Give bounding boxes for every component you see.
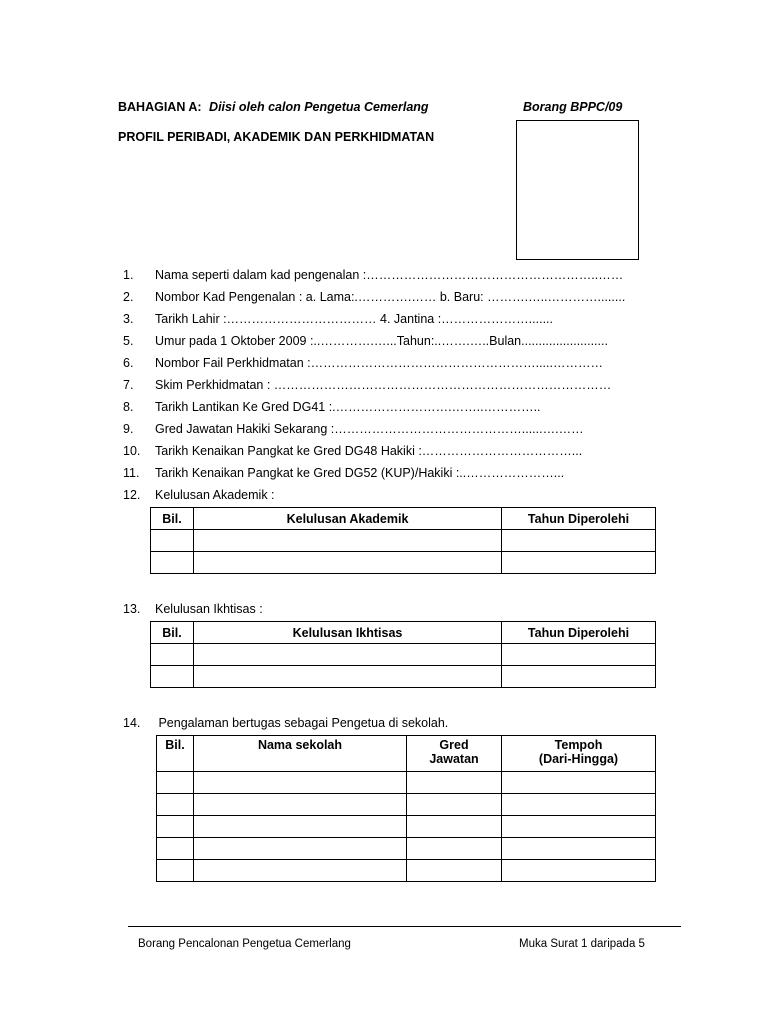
table-cell[interactable]	[194, 794, 407, 816]
table-cell[interactable]	[157, 860, 194, 882]
col-gred-line2: Jawatan	[429, 752, 479, 766]
item-number: 2.	[123, 290, 134, 304]
table-cell[interactable]	[502, 860, 656, 882]
table-cell[interactable]	[502, 552, 656, 574]
table-pengalaman	[156, 735, 656, 882]
col-nama-sekolah: Nama sekolah	[194, 736, 407, 772]
table-cell[interactable]	[194, 772, 407, 794]
table-cell[interactable]	[502, 772, 656, 794]
field-tarikh-lahir-jantina[interactable]	[123, 312, 553, 327]
item-text: Tarikh Kenaikan Pangkat ke Gred DG52 (KUP)/Hakiki :..…………………...	[155, 466, 565, 480]
table-row	[151, 644, 656, 666]
col-gred-jawatan	[407, 736, 502, 772]
col-tempoh-line2: (Dari-Hingga)	[538, 752, 619, 766]
item-text: Kelulusan Ikhtisas :	[155, 602, 263, 616]
col-bil: Bil.	[151, 622, 194, 644]
table-row	[157, 860, 656, 882]
item-number: 9.	[123, 422, 134, 436]
col-gred-line1: Gred	[439, 738, 469, 752]
field-kenaikan-dg48[interactable]	[123, 444, 582, 459]
table-cell[interactable]	[151, 552, 194, 574]
col-bil: Bil.	[151, 508, 194, 530]
item-number: 11.	[123, 466, 140, 480]
table-row	[157, 794, 656, 816]
table-cell[interactable]	[407, 794, 502, 816]
field-nombor-fail[interactable]	[123, 356, 603, 371]
item-number: 8.	[123, 400, 134, 414]
table-cell[interactable]	[407, 816, 502, 838]
form-code-text: Borang BPPC/09	[523, 100, 623, 114]
item-text: Tarikh Lahir :……………………………… 4. Jantina :………………….......	[155, 312, 553, 326]
item-pengalaman	[123, 716, 448, 731]
table-kelulusan-ikhtisas	[150, 621, 656, 688]
item-text: Gred Jawatan Hakiki Sekarang :………………………………………......….……	[155, 422, 584, 436]
col-bil: Bil.	[157, 736, 194, 772]
col-tahun-diperolehi: Tahun Diperolehi	[502, 622, 656, 644]
table-cell[interactable]	[194, 816, 407, 838]
item-text: Tarikh Lantikan Ke Gred DG41 :.……………………….……..…………..	[155, 400, 541, 414]
item-number: 13.	[123, 602, 141, 616]
table-cell[interactable]	[151, 666, 194, 688]
col-tempoh-line1: Tempoh	[554, 738, 603, 752]
item-text: Kelulusan Akademik :	[155, 488, 275, 502]
item-kelulusan-akademik	[123, 488, 275, 503]
page-title: PROFIL PERIBADI, AKADEMIK DAN PERKHIDMATAN	[118, 130, 435, 144]
field-kenaikan-dg52[interactable]	[123, 466, 564, 481]
table-cell[interactable]	[194, 530, 502, 552]
item-text: Tarikh Kenaikan Pangkat ke Gred DG48 Hakiki :………………………………...	[155, 444, 583, 458]
field-skim[interactable]	[123, 378, 611, 393]
table-cell[interactable]	[157, 816, 194, 838]
section-note: Diisi oleh calon Pengetua Cemerlang	[209, 100, 429, 114]
table-cell[interactable]	[407, 860, 502, 882]
footer-form-name: Borang Pencalonan Pengetua Cemerlang	[138, 938, 351, 950]
table-cell[interactable]	[194, 666, 502, 688]
table-header-row	[151, 508, 656, 530]
table-row	[151, 530, 656, 552]
table-cell[interactable]	[502, 816, 656, 838]
col-tempoh	[502, 736, 656, 772]
item-text: Umur pada 1 Oktober 2009 :..………….…...Tahun:..…….…..Bulan.........................	[155, 334, 608, 348]
table-cell[interactable]	[151, 530, 194, 552]
item-text: Pengalaman bertugas sebagai Pengetua di sekolah.	[155, 716, 449, 730]
item-number: 7.	[123, 378, 134, 392]
table-cell[interactable]	[151, 644, 194, 666]
table-cell[interactable]	[194, 838, 407, 860]
table-cell[interactable]	[157, 772, 194, 794]
table-cell[interactable]	[502, 794, 656, 816]
item-text: Nama seperti dalam kad pengenalan :………………………………………………..……	[155, 268, 624, 282]
table-cell[interactable]	[502, 530, 656, 552]
item-text: Nombor Fail Perkhidmatan :……………………………………………….....…………	[155, 356, 603, 370]
table-row	[157, 838, 656, 860]
item-kelulusan-ikhtisas	[123, 602, 263, 617]
table-row	[151, 552, 656, 574]
table-cell[interactable]	[407, 772, 502, 794]
field-nama[interactable]	[123, 268, 623, 283]
table-cell[interactable]	[194, 552, 502, 574]
item-text: Nombor Kad Pengenalan : a. Lama:.………….…… b. Baru: ……….…..…………........	[155, 290, 626, 304]
table-row	[157, 772, 656, 794]
field-kad-pengenalan[interactable]	[123, 290, 625, 305]
table-cell[interactable]	[502, 644, 656, 666]
item-number: 3.	[123, 312, 134, 326]
table-cell[interactable]	[502, 666, 656, 688]
table-cell[interactable]	[157, 838, 194, 860]
section-heading	[118, 100, 429, 114]
table-cell[interactable]	[157, 794, 194, 816]
table-row	[151, 666, 656, 688]
item-text: Skim Perkhidmatan : ………………………………………………………………………	[155, 378, 612, 392]
table-row	[157, 816, 656, 838]
table-header-row	[157, 736, 656, 772]
photo-placeholder-box	[516, 120, 639, 260]
item-number: 10.	[123, 444, 141, 458]
footer-page-number: Muka Surat 1 daripada 5	[519, 938, 645, 950]
section-label: BAHAGIAN A:	[118, 100, 202, 114]
item-number: 14.	[123, 716, 141, 730]
field-lantikan-dg41[interactable]	[123, 400, 541, 415]
form-code	[523, 100, 622, 114]
table-cell[interactable]	[194, 644, 502, 666]
col-kelulusan-ikhtisas: Kelulusan Ikhtisas	[194, 622, 502, 644]
footer-divider	[128, 926, 681, 927]
col-kelulusan-akademik: Kelulusan Akademik	[194, 508, 502, 530]
field-umur[interactable]	[123, 334, 608, 349]
item-number: 1.	[123, 268, 134, 282]
table-cell[interactable]	[407, 838, 502, 860]
col-tahun-diperolehi: Tahun Diperolehi	[502, 508, 656, 530]
item-number: 5.	[123, 334, 134, 348]
item-number: 12.	[123, 488, 141, 502]
table-kelulusan-akademik	[150, 507, 656, 574]
table-cell[interactable]	[194, 860, 407, 882]
table-header-row	[151, 622, 656, 644]
table-cell[interactable]	[502, 838, 656, 860]
item-number: 6.	[123, 356, 134, 370]
field-gred-hakiki[interactable]	[123, 422, 584, 437]
